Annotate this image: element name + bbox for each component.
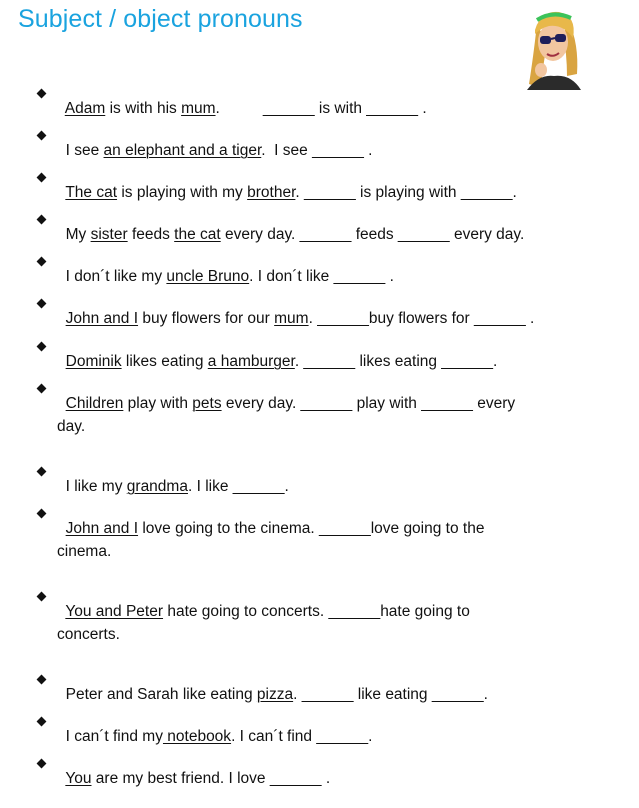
exercise-1: Adam is with his mum. ______ is with ______ . xyxy=(64,100,427,117)
diamond-bullet-icon xyxy=(37,173,47,183)
diamond-bullet-icon xyxy=(37,384,47,394)
diamond-bullet-icon xyxy=(37,759,47,769)
exercise-10: John and I love going to the cinema. ______love going to the xyxy=(65,520,485,537)
exercise-2: I see an elephant and a tiger. I see ______ . xyxy=(65,142,373,159)
exercise-14: You are my best friend. I love ______ . xyxy=(65,770,331,787)
exercise-11-continued: concerts. xyxy=(57,626,120,643)
diamond-bullet-icon xyxy=(37,592,47,602)
exercise-8: Children play with pets every day. ______ play with ______ every xyxy=(65,395,516,412)
diamond-bullet-icon xyxy=(37,342,47,352)
exercise-11: You and Peter hate going to concerts. ______hate going to xyxy=(65,603,470,620)
diamond-bullet-icon xyxy=(37,89,47,99)
exercise-10-continued: cinema. xyxy=(57,543,112,560)
page-title: Subject / object pronouns xyxy=(18,5,303,33)
diamond-bullet-icon xyxy=(37,675,47,685)
diamond-bullet-icon xyxy=(37,131,47,141)
exercise-5: I don´t like my uncle Bruno. I don´t like ______ . xyxy=(65,268,394,285)
diamond-bullet-icon xyxy=(37,467,47,477)
exercise-13: I can´t find my notebook. I can´t find ______. xyxy=(65,728,373,745)
exercise-6: John and I buy flowers for our mum. ______buy flowers for ______ . xyxy=(65,310,535,327)
diamond-bullet-icon xyxy=(37,717,47,727)
exercise-4: My sister feeds the cat every day. ______ feeds ______ every day. xyxy=(65,226,525,243)
diamond-bullet-icon xyxy=(37,299,47,309)
exercise-8-continued: day. xyxy=(57,418,86,435)
subject-underline: Adam xyxy=(64,100,106,117)
exercise-9: I like my grandma. I like ______. xyxy=(65,478,289,495)
exercise-12: Peter and Sarah like eating pizza. ______ like eating ______. xyxy=(65,686,488,703)
diamond-bullet-icon xyxy=(37,257,47,267)
exercise-3: The cat is playing with my brother. ______ is playing with ______. xyxy=(65,184,517,201)
exercise-7: Dominik likes eating a hamburger. ______ likes eating ______. xyxy=(65,353,498,370)
bitmoji-avatar-icon xyxy=(519,4,589,94)
diamond-bullet-icon xyxy=(37,509,47,519)
diamond-bullet-icon xyxy=(37,215,47,225)
